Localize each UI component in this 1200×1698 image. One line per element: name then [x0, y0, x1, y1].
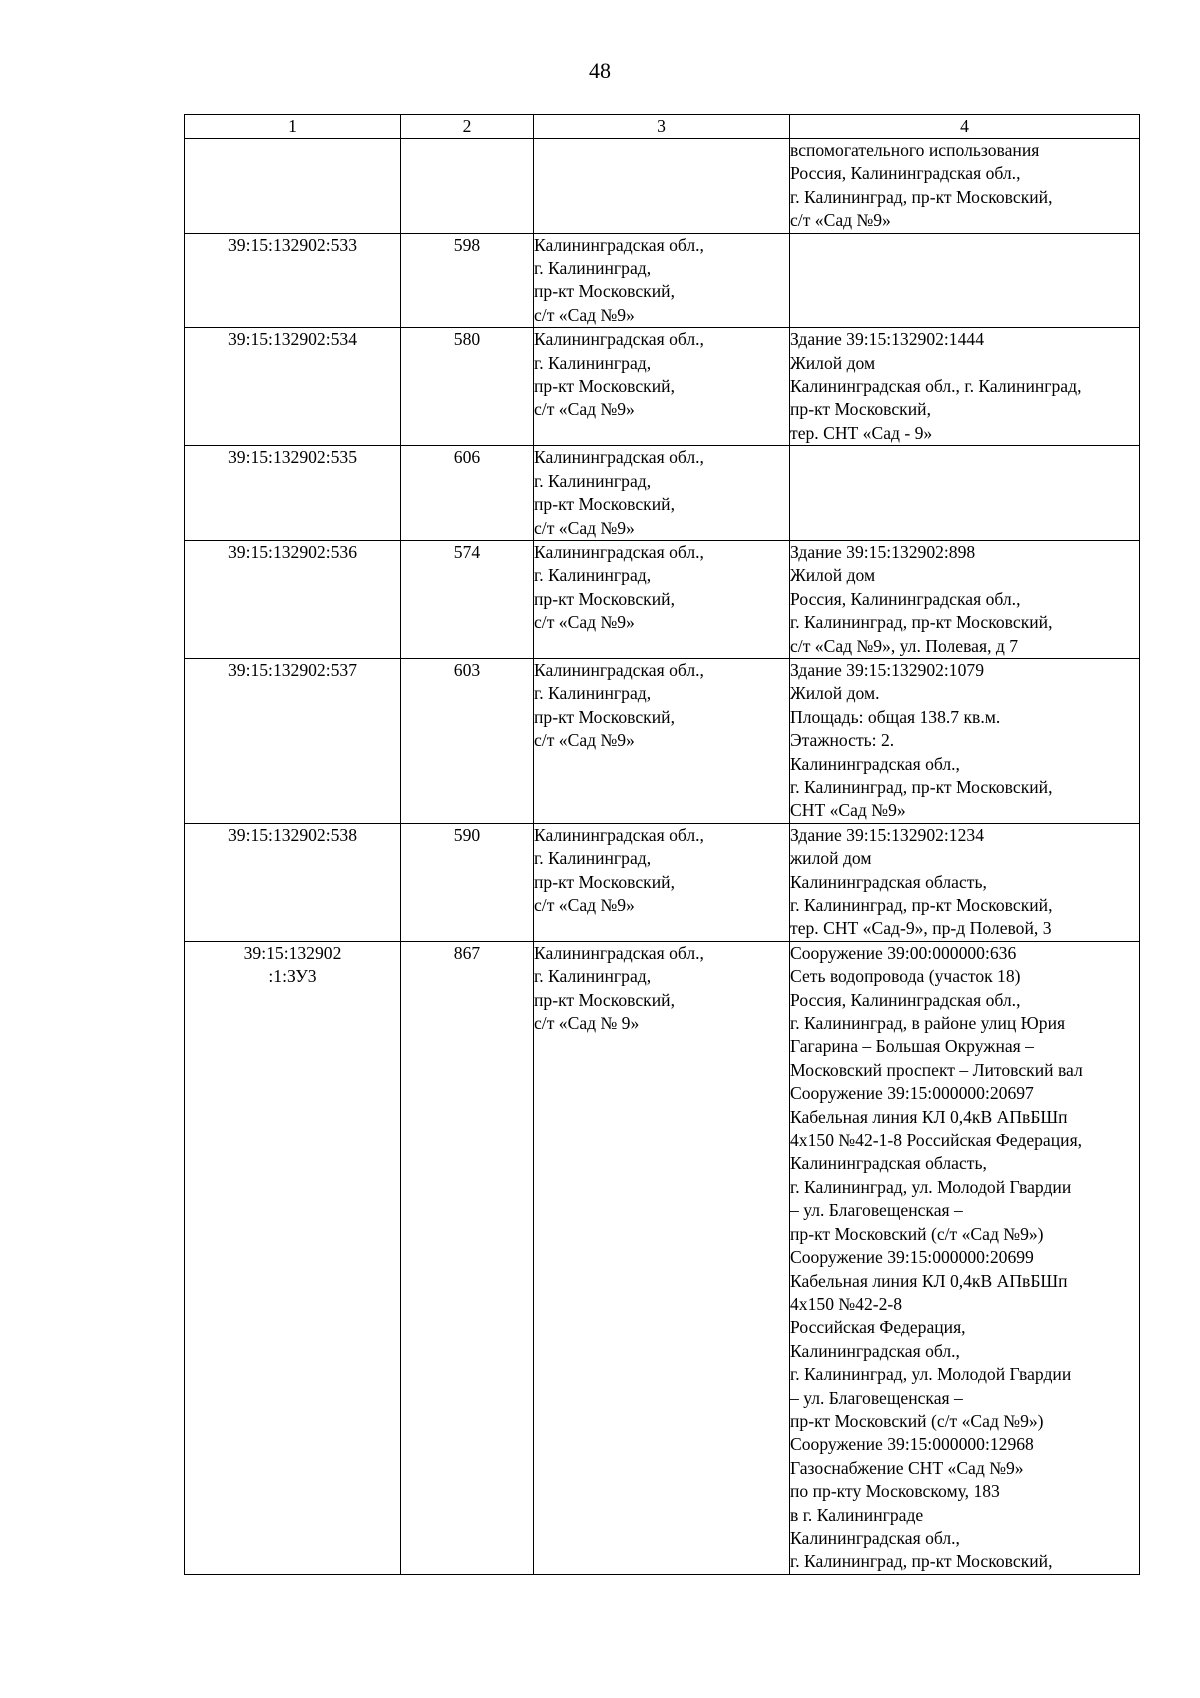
address-line: г. Калининград, — [534, 848, 652, 869]
objects-line: г. Калининград, пр-кт Московский, — [790, 1551, 1053, 1572]
objects-line: Калининградская область, — [790, 1153, 987, 1174]
objects-line: Россия, Калининградская обл., — [790, 163, 1021, 184]
objects-line: Этажность: 2. — [790, 730, 895, 751]
address-line: г. Калининград, — [534, 683, 652, 704]
objects-line: Жилой дом. — [790, 683, 880, 704]
objects-line: Калининградская обл., — [790, 1340, 960, 1361]
address-line: Калининградская обл., — [534, 329, 704, 350]
address-line: г. Калининград, — [534, 258, 652, 279]
header-cell-2: 2 — [401, 115, 534, 139]
cadastral-number-line: 39:15:132902:537 — [227, 659, 358, 680]
objects-line: Здание 39:15:132902:1079 — [790, 659, 984, 680]
area-value: 590 — [453, 824, 481, 845]
address-line: с/т «Сад №9» — [534, 517, 635, 538]
objects-line: жилой дом — [790, 848, 872, 869]
table-row — [185, 328, 1140, 446]
area-cell — [401, 823, 534, 941]
objects-cell — [790, 823, 1140, 941]
address-cell — [534, 540, 790, 658]
address-line: пр-кт Московский, — [534, 281, 675, 302]
table-body — [185, 139, 1140, 1575]
cadastral-number-cell — [185, 446, 401, 541]
table-row — [185, 941, 1140, 1574]
objects-line: с/т «Сад №9», ул. Полевая, д 7 — [790, 635, 1019, 656]
cadastral-number-cell — [185, 233, 401, 328]
address-line: г. Калининград, — [534, 565, 652, 586]
address-cell — [534, 823, 790, 941]
objects-line: г. Калининград, пр-кт Московский, — [790, 612, 1053, 633]
address-line: с/т «Сад № 9» — [534, 1013, 640, 1034]
objects-line: Сооружение 39:00:000000:636 — [790, 942, 1017, 963]
objects-line: Здание 39:15:132902:1234 — [790, 824, 984, 845]
address-line: пр-кт Московский, — [534, 989, 675, 1010]
objects-line: Жилой дом — [790, 565, 876, 586]
address-cell — [534, 941, 790, 1574]
objects-cell — [790, 139, 1140, 234]
cadastral-number-line: :1:ЗУ3 — [268, 966, 317, 987]
objects-line: Гагарина – Большая Окружная – — [790, 1036, 1034, 1057]
land-plots-table — [184, 114, 1140, 1575]
cadastral-number-line: 39:15:132902:534 — [227, 329, 358, 350]
address-cell — [534, 446, 790, 541]
area-value: 867 — [453, 942, 481, 963]
page-number: 48 — [589, 58, 611, 83]
cadastral-number-line: 39:15:132902 — [243, 942, 342, 963]
table-row — [185, 233, 1140, 328]
objects-line: Площадь: общая 138.7 кв.м. — [790, 706, 1001, 727]
objects-line: Кабельная линия КЛ 0,4кВ АПвБШп — [790, 1270, 1068, 1291]
address-line: с/т «Сад №9» — [534, 612, 635, 633]
objects-line: СНТ «Сад №9» — [790, 800, 906, 821]
address-line: г. Калининград, — [534, 352, 652, 373]
address-line: с/т «Сад №9» — [534, 895, 635, 915]
objects-line: Сооружение 39:15:000000:12968 — [790, 1434, 1034, 1455]
address-line: с/т «Сад №9» — [534, 399, 635, 420]
address-cell — [534, 139, 790, 234]
address-line: пр-кт Московский, — [534, 871, 675, 892]
objects-cell — [790, 233, 1140, 328]
objects-line: тер. СНТ «Сад - 9» — [790, 422, 933, 443]
address-cell — [534, 233, 790, 328]
address-cell — [534, 658, 790, 823]
address-line: Калининградская обл., — [534, 447, 704, 468]
address-line: пр-кт Московский, — [534, 376, 675, 397]
objects-line: 4x150 №42-2-8 — [790, 1293, 903, 1314]
area-cell — [401, 941, 534, 1574]
address-line: г. Калининград, — [534, 966, 652, 987]
objects-line: Калининградская обл., г. Калининград, — [790, 376, 1082, 397]
address-line: Калининградская обл., — [534, 541, 704, 562]
objects-line: Сооружение 39:15:000000:20697 — [790, 1083, 1034, 1104]
area-value: 598 — [453, 234, 481, 255]
address-line: Калининградская обл., — [534, 659, 704, 680]
cadastral-number-cell — [185, 139, 401, 234]
objects-line: г. Калининград, в районе улиц Юрия — [790, 1013, 1066, 1034]
address-line: Калининградская обл., — [534, 234, 704, 255]
objects-line: тер. СНТ «Сад-9», пр-д Полевой, 3 — [790, 918, 1052, 939]
objects-line: по пр-кту Московскому, 183 — [790, 1481, 1000, 1502]
objects-line: Сооружение 39:15:000000:20699 — [790, 1247, 1034, 1268]
header-cell-4: 4 — [790, 115, 1140, 139]
objects-line: – ул. Благовещенская – — [790, 1200, 963, 1221]
objects-line: г. Калининград, пр-кт Московский, — [790, 776, 1053, 797]
objects-line: Здание 39:15:132902:898 — [790, 541, 976, 562]
header-row — [185, 115, 1140, 139]
cadastral-number-line: 39:15:132902:538 — [227, 824, 358, 845]
address-line: пр-кт Московский, — [534, 588, 675, 609]
objects-line: 4x150 №42-1-8 Российская Федерация, — [790, 1130, 1083, 1151]
address-line: с/т «Сад №9» — [534, 304, 635, 325]
objects-line: Россия, Калининградская обл., — [790, 989, 1021, 1010]
objects-line: Московский проспект – Литовский вал — [790, 1059, 1083, 1080]
objects-line: с/т «Сад №9» — [790, 210, 891, 231]
objects-line: Калининградская обл., — [790, 1527, 960, 1548]
objects-line: Газоснабжение СНТ «Сад №9» — [790, 1457, 1024, 1478]
area-cell — [401, 139, 534, 234]
objects-line: Здание 39:15:132902:1444 — [790, 329, 984, 350]
objects-line: пр-кт Московский (с/т «Сад №9») — [790, 1223, 1044, 1244]
address-line: пр-кт Московский, — [534, 706, 675, 727]
objects-cell — [790, 446, 1140, 541]
objects-line: Калининградская область, — [790, 871, 987, 892]
address-line: г. Калининград, — [534, 470, 652, 491]
address-line: с/т «Сад №9» — [534, 730, 635, 751]
table-row — [185, 658, 1140, 823]
table-row — [185, 446, 1140, 541]
objects-line: г. Калининград, ул. Молодой Гвардии — [790, 1176, 1072, 1197]
objects-cell — [790, 658, 1140, 823]
address-line: Калининградская обл., — [534, 824, 704, 845]
cadastral-number-cell — [185, 540, 401, 658]
address-cell — [534, 328, 790, 446]
cadastral-number-cell — [185, 658, 401, 823]
cadastral-number-cell — [185, 941, 401, 1574]
cadastral-number-cell — [185, 328, 401, 446]
area-cell — [401, 328, 534, 446]
objects-line: – ул. Благовещенская – — [790, 1387, 963, 1408]
objects-cell — [790, 328, 1140, 446]
area-cell — [401, 658, 534, 823]
objects-line: в г. Калининграде — [790, 1504, 924, 1525]
area-cell — [401, 233, 534, 328]
objects-line: Калининградская обл., — [790, 753, 960, 774]
cadastral-number-line: 39:15:132902:535 — [227, 447, 358, 468]
area-value: 606 — [453, 447, 481, 468]
objects-line: г. Калининград, пр-кт Московский, — [790, 895, 1053, 915]
area-cell — [401, 540, 534, 658]
cadastral-number-line: 39:15:132902:536 — [227, 541, 358, 562]
area-value: 580 — [453, 329, 481, 350]
objects-line: Россия, Калининградская обл., — [790, 588, 1021, 609]
area-value: 603 — [453, 659, 481, 680]
header-cell-1: 1 — [185, 115, 401, 139]
address-line: Калининградская обл., — [534, 942, 704, 963]
cadastral-number-cell — [185, 823, 401, 941]
objects-line: пр-кт Московский (с/т «Сад №9») — [790, 1410, 1044, 1431]
area-value: 574 — [453, 541, 481, 562]
area-cell — [401, 446, 534, 541]
address-line: пр-кт Московский, — [534, 494, 675, 515]
objects-cell — [790, 540, 1140, 658]
objects-line: Жилой дом — [790, 352, 876, 373]
objects-line: г. Калининград, пр-кт Московский, — [790, 186, 1053, 207]
header-cell-3: 3 — [534, 115, 790, 139]
table-row — [185, 823, 1140, 941]
objects-cell — [790, 941, 1140, 1574]
objects-line: г. Калининград, ул. Молодой Гвардии — [790, 1364, 1072, 1385]
objects-line: Кабельная линия КЛ 0,4кВ АПвБШп — [790, 1106, 1068, 1127]
table-row — [185, 540, 1140, 658]
objects-line: вспомогательного использования — [790, 140, 1040, 160]
objects-line: Российская Федерация, — [790, 1317, 966, 1338]
objects-line: пр-кт Московский, — [790, 399, 931, 420]
cadastral-number-line: 39:15:132902:533 — [227, 234, 358, 255]
table-row — [185, 139, 1140, 234]
objects-line: Сеть водопровода (участок 18) — [790, 966, 1021, 987]
